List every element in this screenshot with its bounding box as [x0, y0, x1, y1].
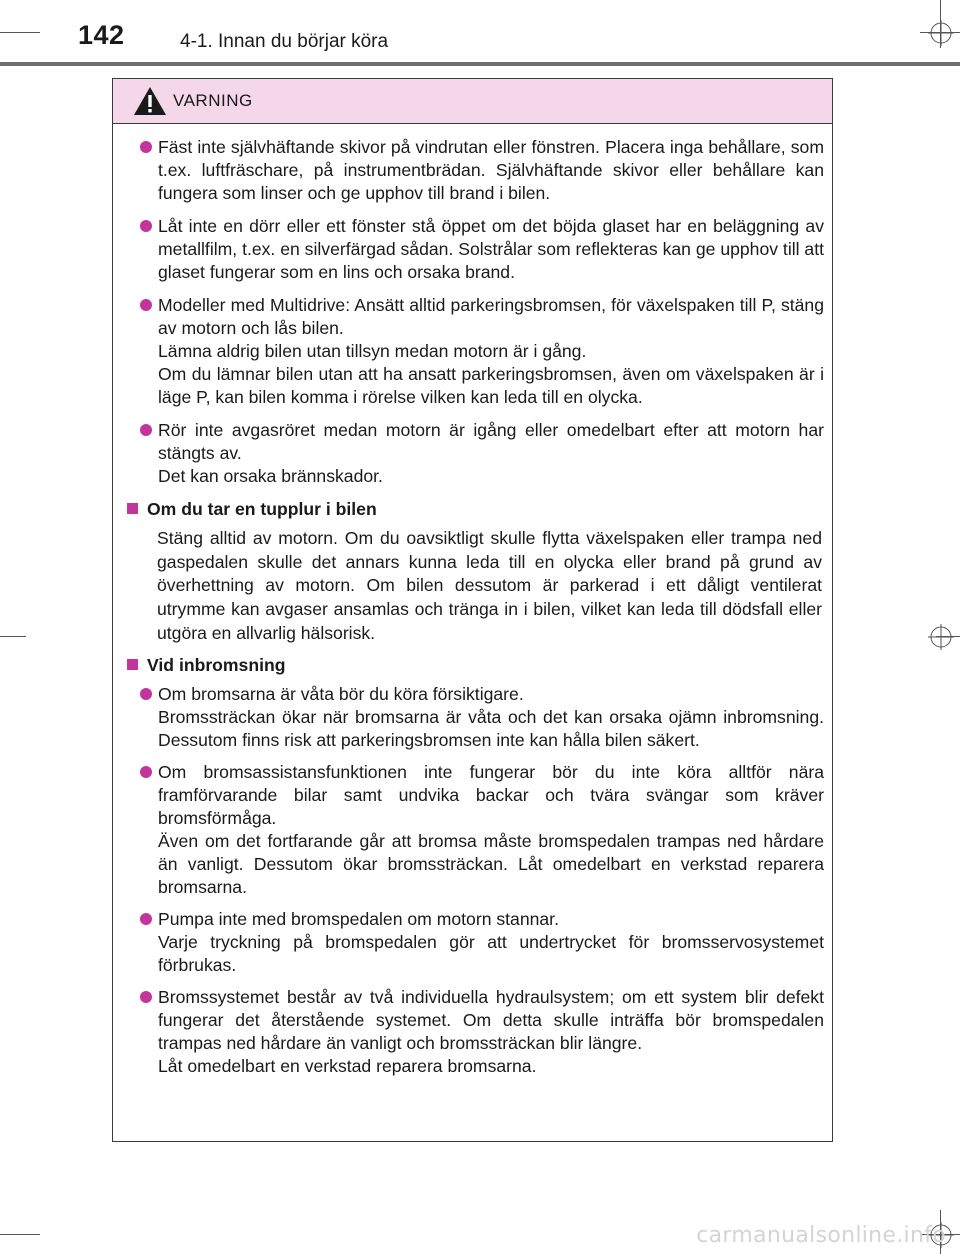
warning-bullet	[125, 294, 824, 409]
bullet-text: Modeller med Multidrive: Ansätt alltid parkeringsbromsen, för växelspaken till P, stäng av motorn och lås bilen.	[158, 295, 824, 338]
inbromsning-bullet	[125, 908, 824, 977]
header-divider	[0, 62, 960, 66]
bullet-dot-icon	[140, 299, 152, 311]
bullet-dot-icon	[140, 220, 152, 232]
subsection-heading-inbromsning	[125, 654, 824, 677]
tupplur-paragraph: Stäng alltid av motorn. Om du oavsiktligt skulle flytta växelspaken eller trampa ned gaspedalen skulle det annars kunna leda till en olycka eller brand på grund av överhettning av motorn. Om bilen dessutom är parkerad i ett dåligt ventilerat utrymme kan avgaser ansamlas och tränga in i bilen, vilket kan leda till dödsfall eller utgöra en allvarlig hälsorisk.	[157, 528, 822, 643]
bullet-text: Om bromsarna är våta bör du köra försiktigare.	[158, 683, 524, 704]
bullet-text: Fäst inte självhäftande skivor på vindrutan eller fönstren. Placera inga behållare, som t.ex. luftfräschare, på instrumentbrädan. Självhäftande skivor eller behållare kan fungera som linser och ge upphov till brand i bilen.	[158, 137, 824, 203]
bullet-text: Låt omedelbart en verkstad reparera bromsarna.	[158, 1055, 537, 1076]
inbromsning-bullet	[125, 761, 824, 899]
subsection-heading-text: Vid inbromsning	[147, 654, 286, 675]
bullet-text: Pumpa inte med bromspedalen om motorn stannar.	[158, 908, 559, 929]
inbromsning-bullet	[125, 683, 824, 752]
page-header	[0, 0, 960, 70]
crop-mark	[0, 636, 26, 637]
bullet-text: Om bromsassistansfunktionen inte fungerar bör du inte köra alltför nära framförvarande bilar samt undvika backar och tvära svängar som kräver bromsförmåga.	[158, 761, 824, 828]
inbromsning-bullet	[125, 986, 824, 1078]
watermark: carmanualsonline.info	[696, 1223, 946, 1248]
page-number: 142	[78, 20, 125, 50]
bullet-text: Rör inte avgasröret medan motorn är igång eller omedelbart efter att motorn har stängts av.	[158, 420, 824, 463]
warning-triangle-icon	[133, 86, 167, 116]
bullet-dot-icon	[140, 766, 152, 778]
bullet-dot-icon	[140, 991, 152, 1003]
bullet-text: Bromssträckan ökar när bromsarna är våta och det kan orsaka ojämn inbromsning. Dessutom finns risk att parkeringsbromsen inte kan hålla bilen säkert.	[158, 706, 824, 750]
warning-box	[112, 78, 833, 1142]
subsection-heading-text: Om du tar en tupplur i bilen	[147, 499, 377, 519]
section-title: 4-1. Innan du börjar köra	[180, 31, 389, 52]
bullet-dot-icon	[140, 688, 152, 700]
square-bullet-icon	[127, 503, 138, 514]
crop-mark	[0, 1234, 40, 1235]
warning-label: VARNING	[173, 91, 253, 110]
square-bullet-icon	[127, 659, 138, 670]
bullet-dot-icon	[140, 424, 152, 436]
bullet-text: Bromssystemet består av två individuella hydraulsystem; om ett system blir defekt fungerar det återstående systemet. Om detta skulle inträffa bör bromspedalen trampas ned hårdare än vanligt och bromssträckan blir längre.	[158, 986, 824, 1053]
warning-bullet	[125, 136, 824, 205]
warning-bullet	[125, 419, 824, 488]
bullet-text: Om du lämnar bilen utan att ha ansatt parkeringsbromsen, även om växelspaken är i läge P, kan bilen komma i rörelse vilken kan leda till en olycka.	[158, 364, 824, 407]
bullet-text: Även om det fortfarande går att bromsa måste bromspedalen trampas ned hårdare än vanligt. Dessutom ökar bromssträckan. Låt omedelbart en verkstad reparera bromsarna.	[158, 830, 824, 897]
bullet-text: Det kan orsaka brännskador.	[158, 466, 383, 486]
bullet-text: Låt inte en dörr eller ett fönster stå öppet om det böjda glaset har en beläggning av metallfilm, t.ex. en silverfärgad sådan. Solstrålar som reflekteras kan ge upphov till att glaset fungerar som en lins och orsaka brand.	[158, 216, 824, 282]
bullet-dot-icon	[140, 913, 152, 925]
subsection-heading-tupplur	[125, 498, 824, 521]
bullet-text: Varje tryckning på bromspedalen gör att undertrycket för bromsservosystemet förbrukas.	[158, 931, 824, 975]
bullet-text: Lämna aldrig bilen utan tillsyn medan motorn är i gång.	[158, 341, 587, 361]
warning-header	[113, 79, 832, 124]
bullet-dot-icon	[140, 141, 152, 153]
warning-body	[113, 124, 832, 1078]
warning-bullet	[125, 215, 824, 284]
registration-mark-icon	[928, 624, 954, 650]
inbromsning-list	[125, 683, 824, 1078]
